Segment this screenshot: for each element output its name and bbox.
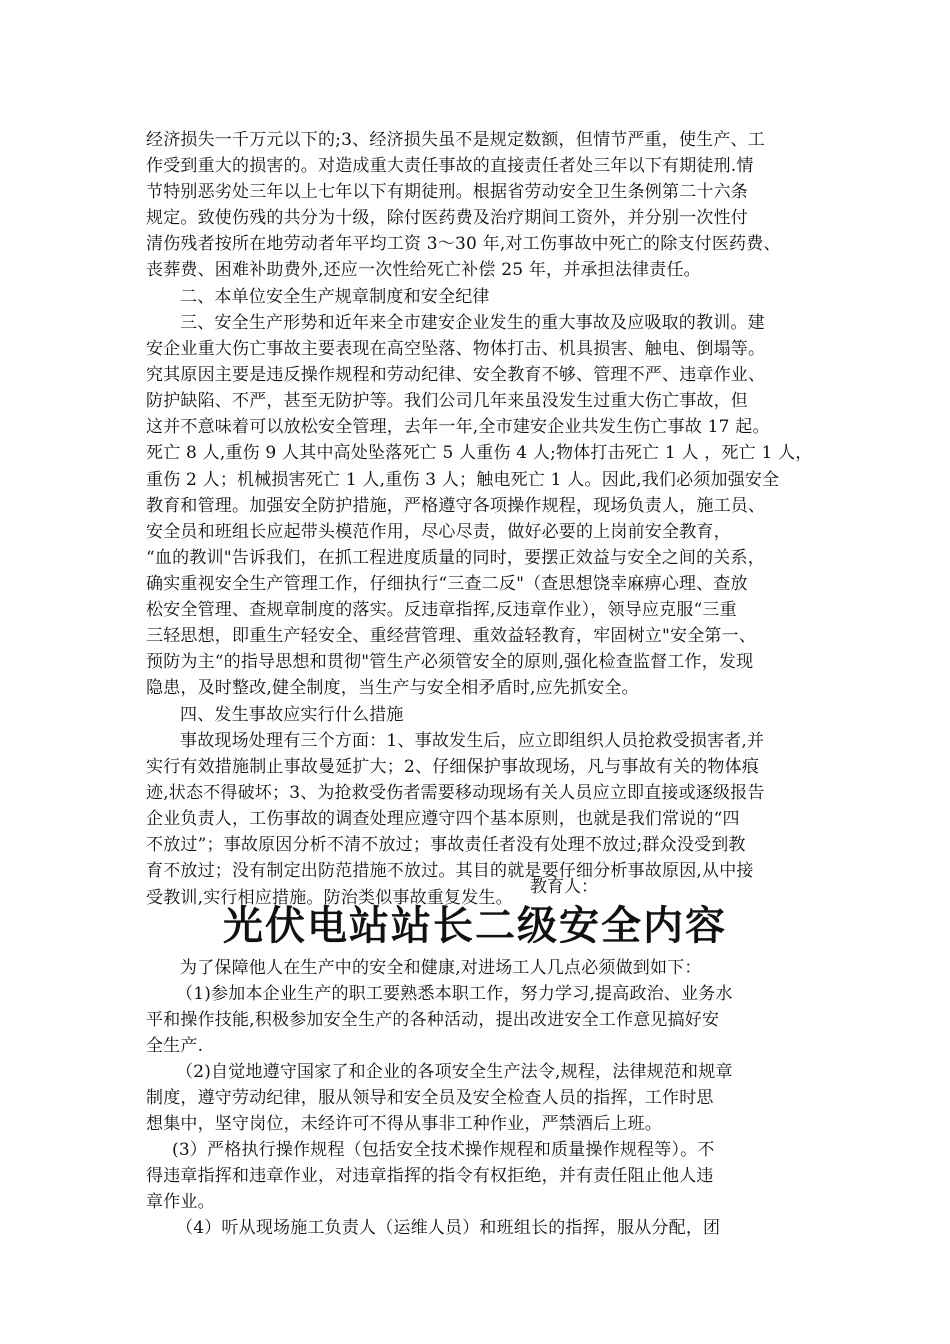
text-line: 为了保障他人在生产中的安全和健康,对进场工人几点必须做到如下： [180, 958, 702, 978]
text-line: 想集中，坚守岗位，未经许可不得从事非工种作业，严禁酒后上班。 [146, 1114, 662, 1135]
text-line: (3）严格执行操作规程（包括安全技术操作规程和质量操作规程等）。不 [172, 1140, 715, 1160]
text-line: 受教训,实行相应措施。防治类似事故重复发生。 [146, 887, 513, 908]
text-line: 不放过”；事故原因分析不清不放过；事故责任者没有处理不放过;群众没受到教 [146, 835, 746, 856]
text-line: 安企业重大伤亡事故主要表现在高空坠落、物体打击、机具损害、触电、倒塌等。 [146, 339, 766, 360]
text-line: 松安全管理、查规章制度的落实。反违章指挥,反违章作业），领导应克服“三重 [146, 600, 737, 621]
section-heading: 四、发生事故应实行什么措施 [180, 705, 404, 725]
text-line: 隐患，及时整改,健全制度，当生产与安全相矛盾时,应先抓安全。 [146, 678, 639, 699]
heading-section-4 [146, 702, 846, 728]
text-line: 迹,状态不得破坏；3、为抢救受伤者需要移动现场有关人员应立即直接或逐级报告 [146, 783, 765, 804]
text-line: 作受到重大的损害的。对造成重大责任事故的直接责任者处三年以下有期徒刑.情 [146, 156, 754, 177]
text-line: 防护缺陷、不严，甚至无防护等。我们公司几年来虽没发生过重大伤亡事故，但 [146, 391, 748, 412]
text-line: 规定。致使伤残的共分为十级，除付医药费及治疗期间工资外，并分别一次性付 [146, 208, 748, 229]
text-line: 预防为主“的指导思想和贯彻"管生产必须管安全的原则,强化检查监督工作，发现 [146, 652, 754, 673]
list-item-2 [146, 1059, 846, 1137]
document-title: 光伏电站站长二级安全内容 [223, 902, 727, 949]
list-item-1 [146, 981, 846, 1059]
text-line: 平和操作技能,积极参加安全生产的各种活动，提出改进安全工作意见搞好安 [146, 1010, 720, 1031]
text-line: 确实重视安全生产管理工作，仔细执行“三查二反"（查思想饶幸麻痹心理、查放 [146, 573, 748, 594]
educator-signature-label: 教育人： [530, 877, 598, 897]
text-line: 章作业。 [146, 1192, 215, 1213]
text-line: 究其原因主要是违反操作规程和劳动纪律、安全教育不够、管理不严、违章作业、 [146, 365, 766, 386]
text-line: 死亡 8 人,重伤 9 人其中高处坠落死亡 5 人重伤 4 人;物体打击死亡 1 人 ，死亡 1 人， [146, 443, 813, 464]
text-line: （1)参加本企业生产的职工要熟悉本职工作，努力学习,提高政治、业务水 [176, 984, 733, 1004]
text-line: 经济损失一千万元以下的;3、经济损失虽不是规定数额，但情节严重，使生产、工 [146, 130, 765, 150]
text-line: 节特别恶劣处三年以上七年以下有期徒刑。根据省劳动安全卫生条例第二十六条 [146, 182, 748, 203]
text-line: 事故现场处理有三个方面：1、事故发生后，应立即组织人员抢救受损害者,并 [180, 731, 765, 751]
text-line: 这并不意味着可以放松安全管理，去年一年,全市建安企业共发生伤亡事故 17 起。 [146, 417, 770, 438]
text-line: 三轻思想，即重生产轻安全、重经营管理、重效益轻教育，牢固树立"安全第一、 [146, 626, 757, 647]
text-line: 教育和管理。加强安全防护措施，严格遵守各项操作规程，现场负责人，施工员、 [146, 495, 766, 516]
intro-paragraph [146, 955, 846, 981]
text-line: 实行有效措施制止事故曼延扩大；2、仔细保护事故现场，凡与事故有关的物体痕 [146, 757, 760, 778]
text-line: 重伤 2 人；机械损害死亡 1 人,重伤 3 人；触电死亡 1 人。因此,我们必须加强安全 [146, 469, 780, 490]
text-line: “血的教训"告诉我们，在抓工程进度质量的同时，要摆正效益与安全之间的关系， [146, 547, 765, 568]
text-line: 安全员和班组长应起带头模范作用，尽心尽责，做好必要的上岗前安全教育， [146, 521, 731, 542]
list-item-3 [146, 1137, 846, 1215]
text-line: 三、安全生产形势和近年来全市建安企业发生的重大事故及应吸取的教训。建 [180, 313, 765, 333]
section-heading: 二、本单位安全生产规章制度和安全纪律 [180, 287, 490, 307]
text-line: 清伤残者按所在地劳动者年平均工资 3～30 年,对工伤事故中死亡的除支付医药费、 [146, 234, 781, 255]
heading-section-2 [146, 284, 846, 310]
text-line: （2)自觉地遵守国家了和企业的各项安全生产法令,规程，法律规范和规章 [176, 1062, 733, 1082]
list-item-4 [146, 1215, 846, 1241]
text-line: 全生产. [146, 1036, 204, 1057]
text-line: 育不放过；没有制定出防范措施不放过。其目的就是要仔细分析事故原因,从中接 [146, 861, 754, 882]
text-line: 得违章指挥和违章作业，对违章指挥的指令有权拒绝，并有责任阻止他人违 [146, 1166, 714, 1187]
paragraph-legal-liability [146, 127, 846, 284]
paragraph-section-3 [146, 310, 846, 701]
text-line: 制度，遵守劳动纪律，服从领导和安全员及安全检查人员的指挥，工作时思 [146, 1088, 714, 1109]
paragraph-section-4 [146, 728, 846, 911]
text-line: 企业负责人，工伤事故的调查处理应遵守四个基本原则，也就是我们常说的“四 [146, 809, 740, 830]
text-line: 丧葬费、困难补助费外,还应一次性给死亡补偿 25 年，并承担法律责任。 [146, 260, 701, 281]
text-line: （4）听从现场施工负责人（运维人员）和班组长的指挥，服从分配，团 [176, 1218, 721, 1238]
